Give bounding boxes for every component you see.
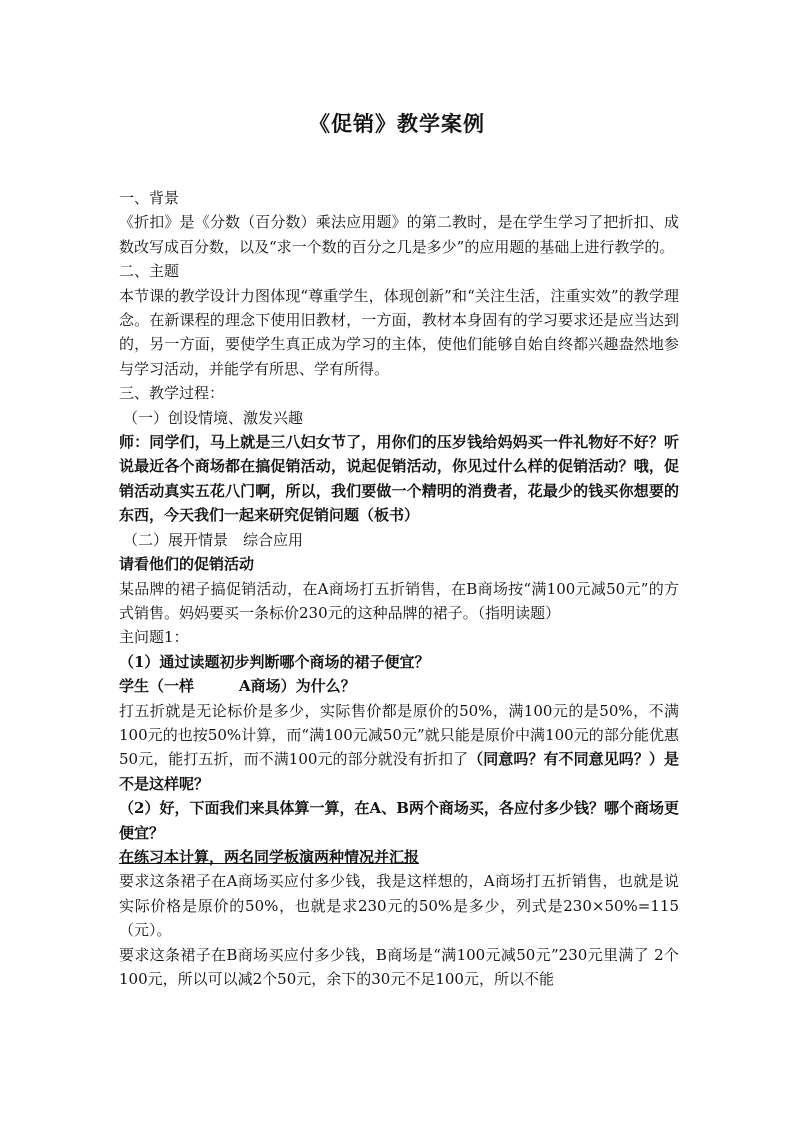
- heading-process: 三、教学过程：: [119, 384, 225, 403]
- paragraph-theme: 本节课的教学设计力图体现“尊重学生，体现创新”和“关注生活，注重实效”的教学理念。在新课程的理念下使用旧教材，一方面，教材本身固有的学习要求还是应当达到的，另一方面，要使学生真正成为学习的主体，使他们能够自始自终都兴趣盎然地参与学习活动，并能学有所思、学有所得。: [119, 286, 679, 378]
- question-1: （1）通过读题初步判断哪个商场的裙子便宜？: [119, 652, 430, 671]
- document-body: [119, 186, 679, 991]
- explanation-question: （同意吗？有不同意见吗？）是不是这样呢？: [119, 750, 679, 793]
- label-promotion: 请看他们的促销活动: [119, 555, 255, 574]
- paragraph-teacher-intro: 师：同学们，马上就是三八妇女节了，用你们的压岁钱给妈妈买一件礼物好不好？听说最近各个商场都在搞促销活动，说起促销活动，你见过什么样的促销活动？哦，促销活动真实五花八门啊，所以，我们要做一个精明的消费者，花最少的钱买你想要的东西，今天我们一起来研究促销问题（板书）: [119, 433, 679, 525]
- instruction-underlined: 在练习本计算，两名同学板演两种情况并汇报: [119, 847, 420, 866]
- page-title: 《促销》教学案例: [309, 111, 485, 136]
- subheading-application: （二）展开情景 综合应用: [123, 530, 304, 549]
- paragraph-explanation: [119, 699, 679, 797]
- subheading-scenario: （一）创设情境、激发兴趣: [123, 408, 304, 427]
- student-answer: 学生（一样 A商场）为什么？: [119, 677, 356, 696]
- question-2: （2）好，下面我们来具体算一算，在A、B两个商场买，各应付多少钱？哪个商场更便宜？: [119, 799, 679, 842]
- heading-theme: 二、主题: [119, 262, 180, 281]
- explanation-text: 打五折就是无论标价是多少，实际售价都是原价的50%，满100元的是50%，不满100元的也按50%计算，而“满100元减50元”就只能是原价中满100元的部分能优惠50元，能打五折，而不满100元的部分就没有折扣了: [119, 701, 679, 769]
- paragraph-background: 《折扣》是《分数（百分数）乘法应用题》的第二教时，是在学生学习了把折扣、成数改写成百分数，以及“求一个数的百分之几是多少”的应用题的基础上进行教学的。: [119, 213, 679, 256]
- paragraph-problem: 某品牌的裙子搞促销活动，在A商场打五折销售，在B商场按“满100元减50元”的方式销售。妈妈要买一条标价230元的这种品牌的裙子。（指明读题）: [119, 579, 679, 622]
- paragraph-store-a: 要求这条裙子在A商场买应付多少钱，我是这样想的，A商场打五折销售，也就是说实际价格是原价的50%，也就是求230元的50%是多少，列式是230×50%=115（元）。: [119, 872, 679, 940]
- label-main-question: 主问题1：: [119, 628, 189, 647]
- paragraph-store-b: 要求这条裙子在B商场买应付多少钱，B商场是“满100元减50元”230元里满了 2个100元，所以可以减2个50元，余下的30元不足100元，所以不能: [119, 945, 679, 988]
- heading-background: 一、背景: [119, 189, 180, 207]
